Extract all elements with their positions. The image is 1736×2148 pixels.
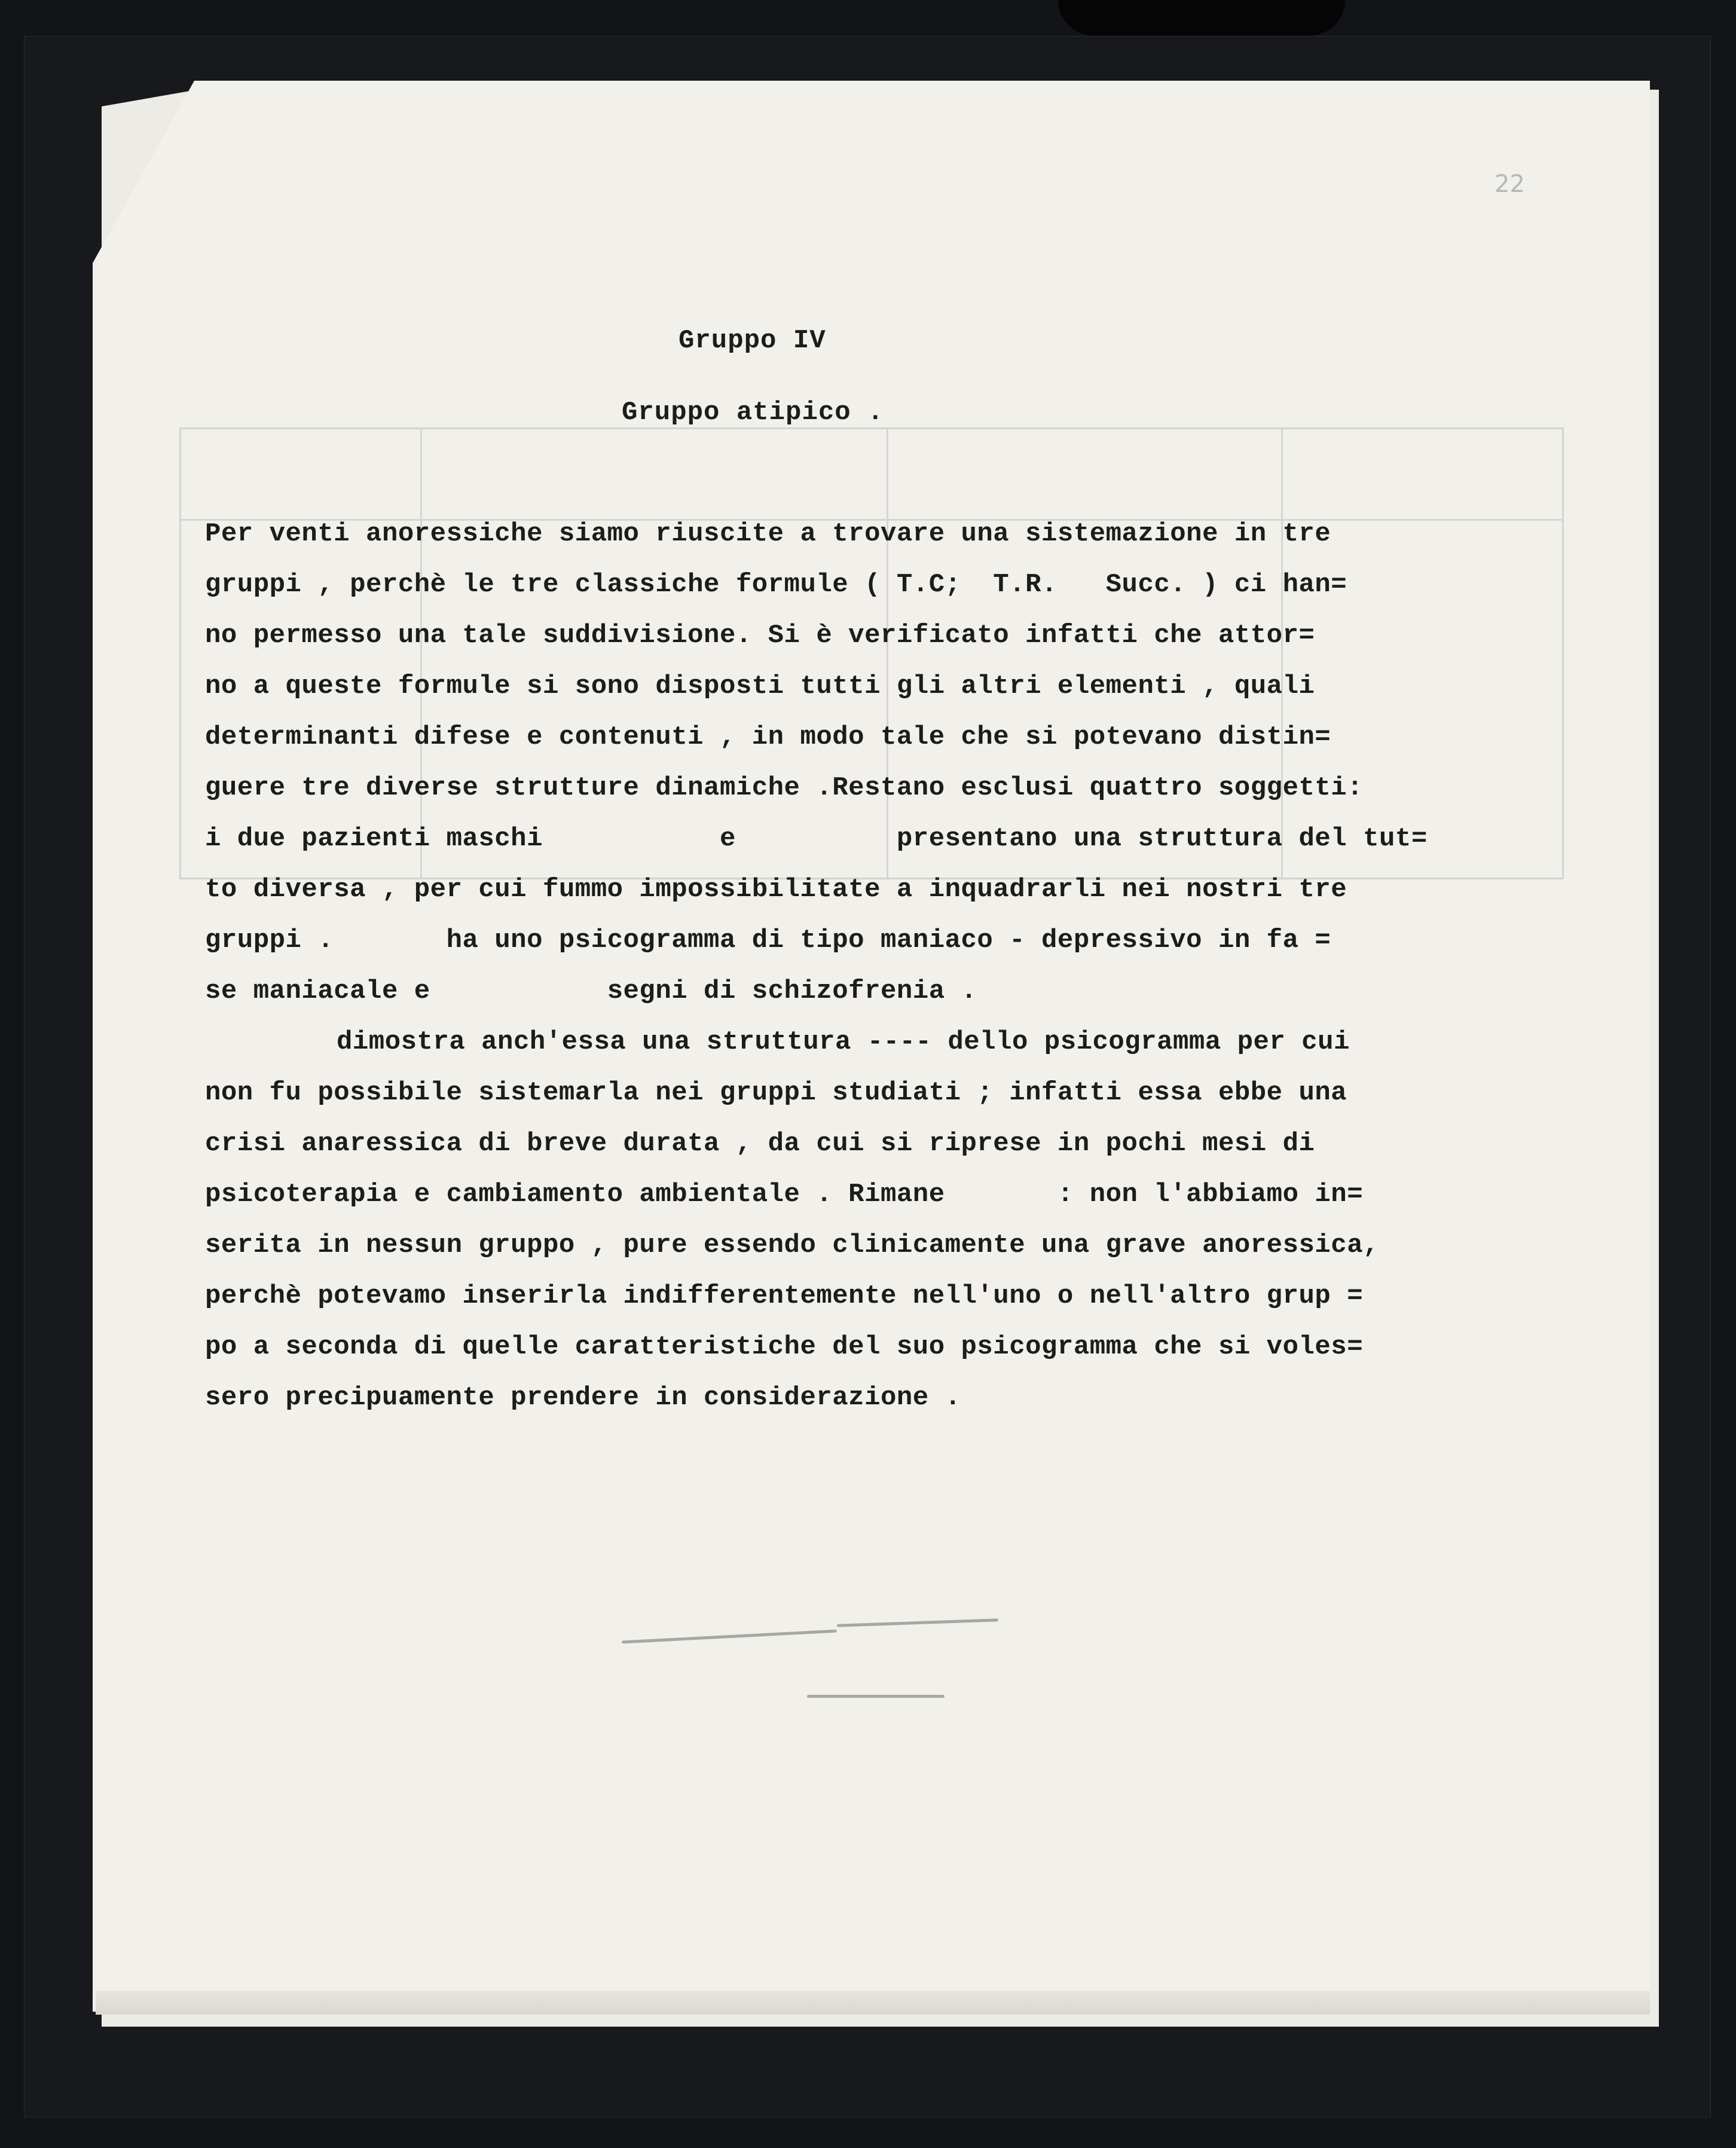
text-line: se maniacale e segni di schizofrenia .	[205, 976, 977, 1006]
text-line: po a seconda di quelle caratteristiche del suo psicogramma che si voles=	[205, 1332, 1364, 1362]
text-line: to diversa , per cui fummo impossibilitate a inquadrarli nei nostri tre	[205, 875, 1347, 905]
bleed-through-rule	[420, 429, 422, 878]
binding-tape	[1058, 0, 1345, 36]
text-line: i due pazienti maschi e presentano una struttura del tut=	[205, 824, 1428, 854]
stacked-page-edges	[96, 1991, 1650, 2015]
bleed-through-table	[179, 427, 1564, 879]
pencil-mark	[807, 1695, 945, 1698]
text-line: determinanti difese e contenuti , in modo tale che si potevano distin=	[205, 722, 1331, 752]
bleed-through-rule	[887, 429, 888, 878]
text-line: serita in nessun gruppo , pure essendo clinicamente una grave anoressica,	[205, 1230, 1380, 1260]
text-line: guere tre diverse strutture dinamiche .Restano esclusi quattro soggetti:	[205, 773, 1364, 803]
text-line: psicoterapia e cambiamento ambientale . Rimane : non l'abbiamo in=	[205, 1180, 1364, 1209]
text-line: no a queste formule si sono disposti tutti gli altri elementi , quali	[205, 671, 1315, 701]
text-line: non fu possibile sistemarla nei gruppi studiati ; infatti essa ebbe una	[205, 1078, 1347, 1108]
text-line: no permesso una tale suddivisione. Si è verificato infatti che attor=	[205, 621, 1315, 650]
text-line: gruppi . ha uno psicogramma di tipo maniaco - depressivo in fa =	[205, 925, 1331, 955]
text-line: crisi anaressica di breve durata , da cui si riprese in pochi mesi di	[205, 1129, 1315, 1159]
text-line: dimostra anch'essa una struttura ---- dello psicogramma per cui	[337, 1027, 1350, 1057]
page-number: 22	[1494, 170, 1525, 198]
text-line: perchè potevamo inserirla indifferentemente nell'uno o nell'altro grup =	[205, 1281, 1364, 1311]
text-line: gruppi , perchè le tre classiche formule ( T.C; T.R. Succ. ) ci han=	[205, 570, 1347, 600]
text-line: Per venti anoressiche siamo riuscite a trovare una sistemazione in tre	[205, 519, 1331, 549]
bleed-through-rule	[1281, 429, 1283, 878]
section-title: Gruppo IV	[678, 326, 826, 356]
text-line: sero precipuamente prendere in considerazione .	[205, 1383, 961, 1413]
section-subtitle: Gruppo atipico .	[622, 398, 884, 427]
